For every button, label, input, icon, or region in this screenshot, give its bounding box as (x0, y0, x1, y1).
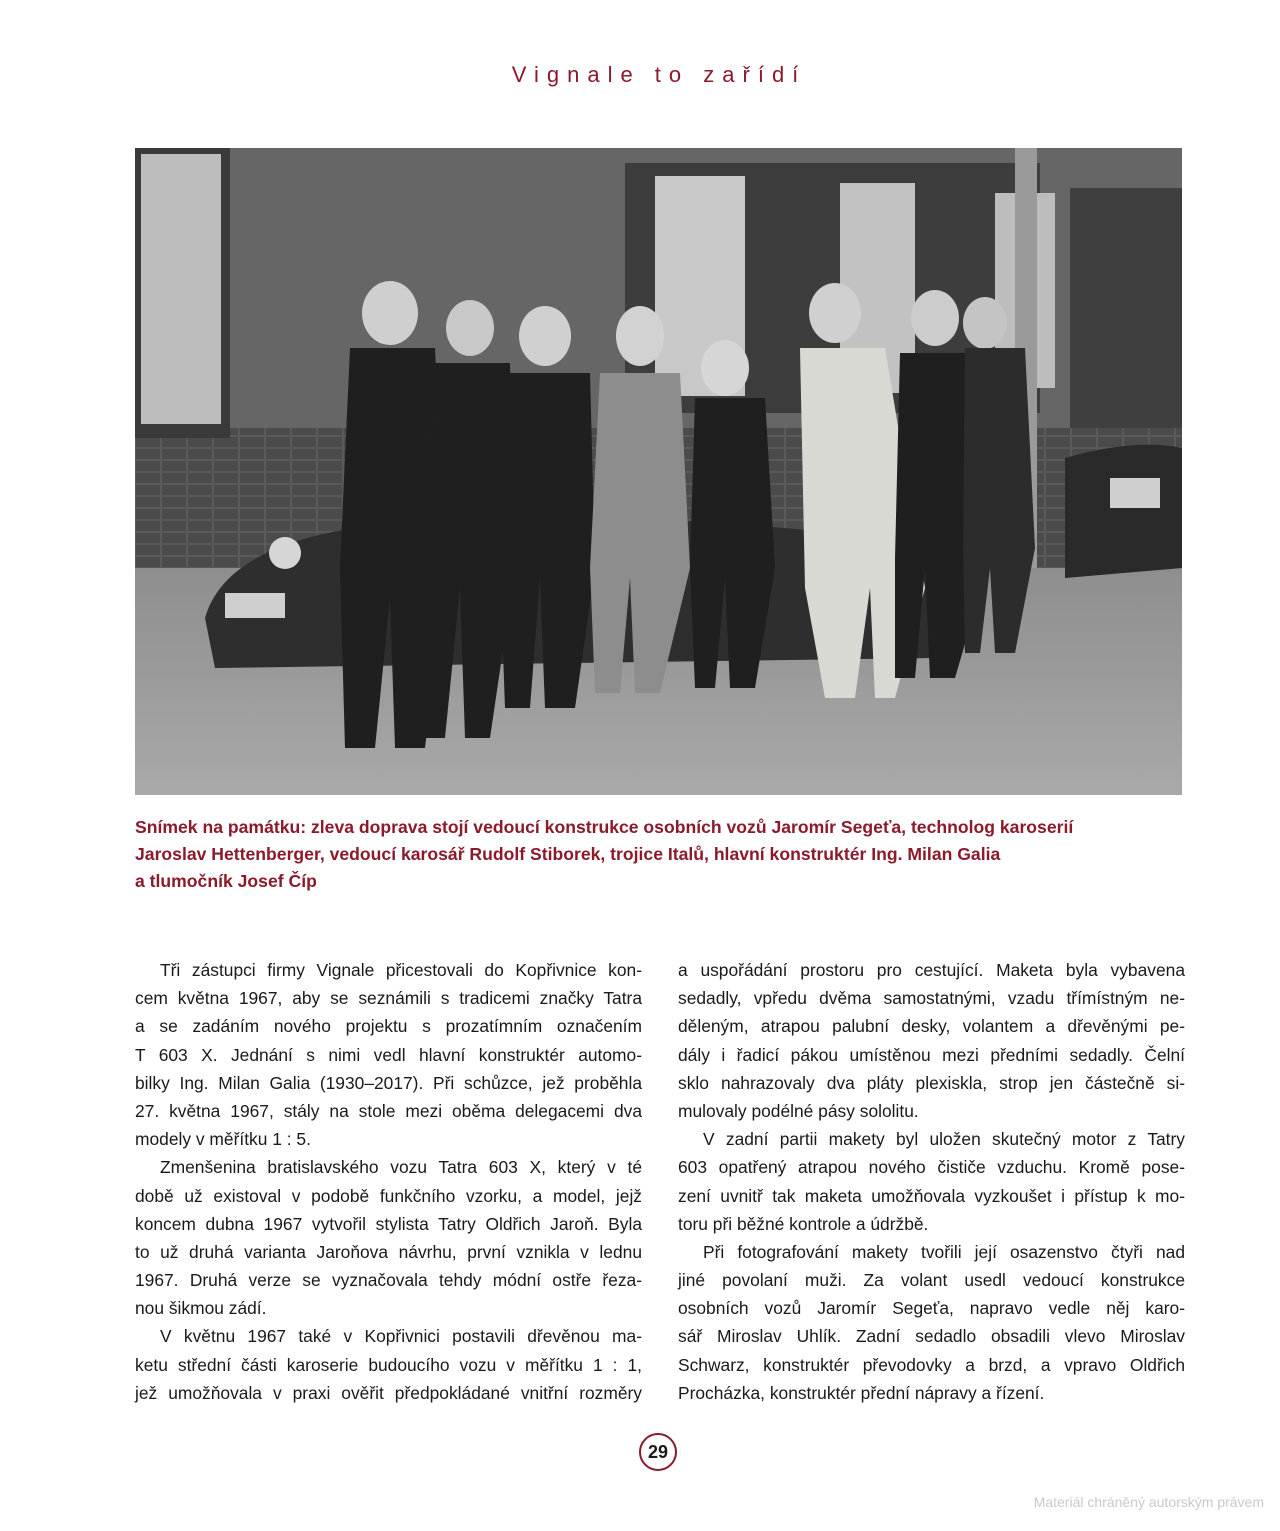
caption-line: Snímek na památku: zleva doprava stojí vedoucí konstrukce osobních vozů Jaromír Segeťa, technolog karoserií (135, 817, 1074, 837)
caption-line: a tlumočník Josef Číp (135, 871, 317, 891)
page-number: 29 (639, 1433, 677, 1471)
text-line: 27. května 1967, stály na stole mezi oběma delegacemi dva (135, 1100, 642, 1121)
text-line: Tři zástupci firmy Vignale přicestovali do Kopřivnice kon- (160, 960, 642, 980)
text-line: Procházka, konstruktér přední nápravy a řízení. (678, 1382, 1045, 1403)
text-line: zení uvnitř tak maketa umožňovala vyzkoušet i přístup k mo- (678, 1185, 1185, 1206)
text-line: jiné povolaní muži. Za volant usedl vedoucí konstrukce (678, 1270, 1185, 1291)
text-line: cem května 1967, aby se seznámili s tradicemi značky Tatra (135, 988, 642, 1009)
running-title: Vignale to zařídí (511, 62, 807, 87)
text-line: T 603 X. Jednání s nimi vedl hlavní konstruktér automo- (135, 1044, 642, 1065)
text-line: osobních vozů Jaromír Segeťa, napravo vedle něj karo- (678, 1298, 1185, 1319)
text-line: 1967. Druhá verze se vyznačovala tehdy módní ostře řeza- (135, 1270, 642, 1291)
right-text-column (678, 956, 1185, 1407)
text-line: Při fotografování makety tvořili její osazenstvo čtyři nad (703, 1241, 1185, 1262)
text-line: sklo nahrazovaly dva pláty plexiskla, strop jen částečně si- (678, 1072, 1185, 1093)
text-line: a se zadáním nového projektu s prozatímním označením (135, 1016, 642, 1037)
text-line: mulovaly podélné pásy sololitu. (678, 1100, 919, 1121)
text-line: Zmenšenina bratislavského vozu Tatra 603 X, který v té (160, 1157, 642, 1178)
text-line: bilky Ing. Milan Galia (1930–2017). Při schůzce, jež proběhla (135, 1072, 642, 1093)
text-line: ketu střední části karoserie budoucího vozu v měřítku 1 : 1, (135, 1354, 642, 1375)
caption-line: Jaroslav Hettenberger, vedoucí karosář Rudolf Stiborek, trojice Italů, hlavní konstruktér Ing. Milan Galia (135, 844, 1001, 864)
text-line: koncem dubna 1967 vytvořil stylista Tatry Oldřich Jaroň. Byla (135, 1213, 642, 1234)
copyright-watermark: Materiál chráněný autorským právem (1033, 1494, 1264, 1510)
text-line: Schwarz, konstruktér převodovky a brzd, a vpravo Oldřich (678, 1354, 1185, 1375)
text-line: nou šikmou zádí. (135, 1298, 267, 1319)
text-line: sedadly, vpředu dvěma samostatnými, vzadu třímístným ne- (678, 988, 1185, 1009)
text-line: modely v měřítku 1 : 5. (135, 1129, 311, 1150)
text-line: jež umožňovala v praxi ověřit předpokládané vnitřní rozměry (135, 1382, 642, 1403)
text-line: a uspořádání prostoru pro cestující. Maketa byla vybavena (678, 960, 1185, 980)
left-text-column (135, 956, 642, 1407)
text-line: dály i řadicí pákou umístěnou mezi předními sedadly. Čelní (678, 1044, 1185, 1065)
text-line: 603 opatřený atrapou nového čističe vzduchu. Kromě pose- (678, 1157, 1185, 1178)
text-line: době už existoval v podobě funkčního vzorku, a model, jejž (135, 1185, 642, 1206)
text-line: děleným, atrapou palubní desky, volantem a dřevěnými pe- (678, 1016, 1185, 1037)
text-line: toru při běžné kontrole a údržbě. (678, 1213, 929, 1234)
group-photograph (135, 148, 1182, 795)
photo-caption (135, 814, 1185, 895)
text-line: sář Miroslav Uhlík. Zadní sedadlo obsadili vlevo Miroslav (678, 1326, 1185, 1347)
text-line: V zadní partii makety byl uložen skutečný motor z Tatry (703, 1129, 1185, 1150)
text-line: V květnu 1967 také v Kopřivnici postavili dřevěnou ma- (160, 1326, 642, 1347)
text-line: to už druhá varianta Jaroňova návrhu, první vznikla v lednu (135, 1241, 642, 1262)
